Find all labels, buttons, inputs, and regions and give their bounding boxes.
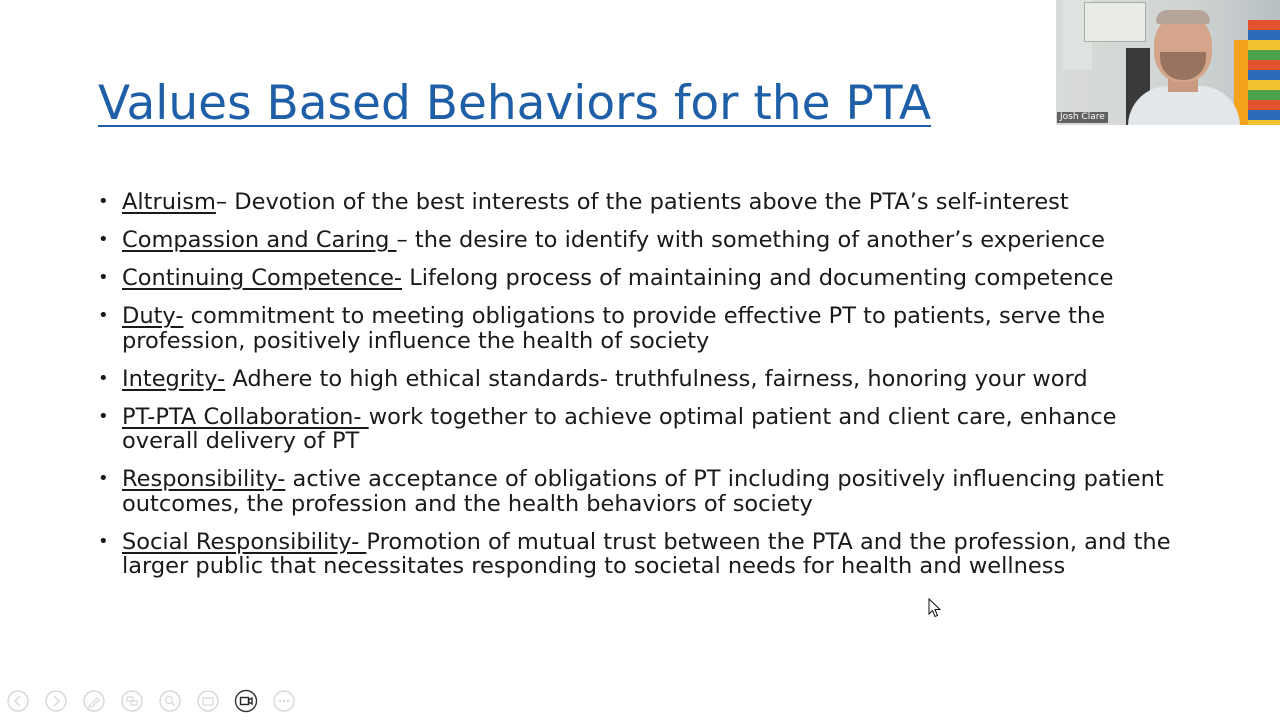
bullet-item [98, 190, 1188, 215]
bullet-term: Compassion and Caring [122, 227, 397, 253]
bullet-term: Integrity- [122, 365, 226, 392]
participant-name-label: Josh Clare [1057, 112, 1108, 123]
bullet-item [98, 405, 1188, 454]
bullet-text: Adhere to high ethical standards- truthfulness, fairness, honoring your word [225, 365, 1088, 392]
camera-icon[interactable] [232, 687, 260, 715]
bullet-text: work together to achieve optimal patient and client care, enhance overall delivery of PT [122, 403, 1117, 454]
previous-icon[interactable] [4, 687, 32, 715]
bullet-term: Responsibility- [122, 466, 286, 492]
webcam-video[interactable] [1056, 0, 1280, 125]
bullet-marker: • [98, 229, 109, 250]
bullet-term: Duty- [122, 303, 184, 329]
more-icon[interactable] [270, 687, 298, 715]
bullet-marker: • [98, 191, 109, 212]
webcam-whiteboard [1084, 2, 1146, 42]
bullet-item [98, 467, 1188, 516]
bullet-text: active acceptance of obligations of PT including positively influencing patient outcomes, the profession and the health behaviors of society [122, 466, 1164, 517]
bullet-text: – Devotion of the best interests of the patients above the PTA’s self-interest [215, 189, 1069, 215]
bullet-marker: • [98, 267, 109, 288]
bullet-term: PT-PTA Collaboration- [122, 403, 369, 430]
mouse-cursor-icon [928, 598, 942, 623]
bullet-item [98, 530, 1188, 579]
bullet-marker: • [98, 305, 109, 326]
bullet-marker: • [98, 367, 109, 389]
zoom-icon[interactable] [156, 687, 184, 715]
bullet-marker: • [98, 405, 109, 427]
bullet-marker: • [98, 468, 109, 489]
slides-icon[interactable] [118, 687, 146, 715]
bullet-term: Continuing Competence- [122, 265, 403, 291]
bullet-item [98, 367, 1188, 392]
subtitles-icon[interactable] [194, 687, 222, 715]
bullet-text: Promotion of mutual trust between the PTA and the profession, and the larger public that necessitates responding to societal needs for health and wellness [122, 528, 1171, 579]
bullet-term: Social Responsibility- [122, 528, 367, 555]
bullet-item [98, 304, 1188, 353]
bullet-term: Altruism [122, 189, 216, 215]
presentation-toolbar [4, 687, 298, 715]
bullet-marker: • [98, 530, 109, 552]
bullet-list [98, 190, 1188, 592]
webcam-colorful-shelf [1248, 20, 1280, 125]
bullet-text: – the desire to identify with something of another’s experience [396, 227, 1106, 253]
webcam-person-hair [1156, 10, 1210, 24]
bullet-item [98, 266, 1188, 291]
slide-title: Values Based Behaviors for the PTA [98, 76, 932, 131]
next-icon[interactable] [42, 687, 70, 715]
bullet-text: commitment to meeting obligations to provide effective PT to patients, serve the profession, positively influence the health of society [122, 303, 1106, 354]
pen-icon[interactable] [80, 687, 108, 715]
bullet-text: Lifelong process of maintaining and documenting competence [402, 265, 1114, 291]
bullet-item [98, 228, 1188, 253]
